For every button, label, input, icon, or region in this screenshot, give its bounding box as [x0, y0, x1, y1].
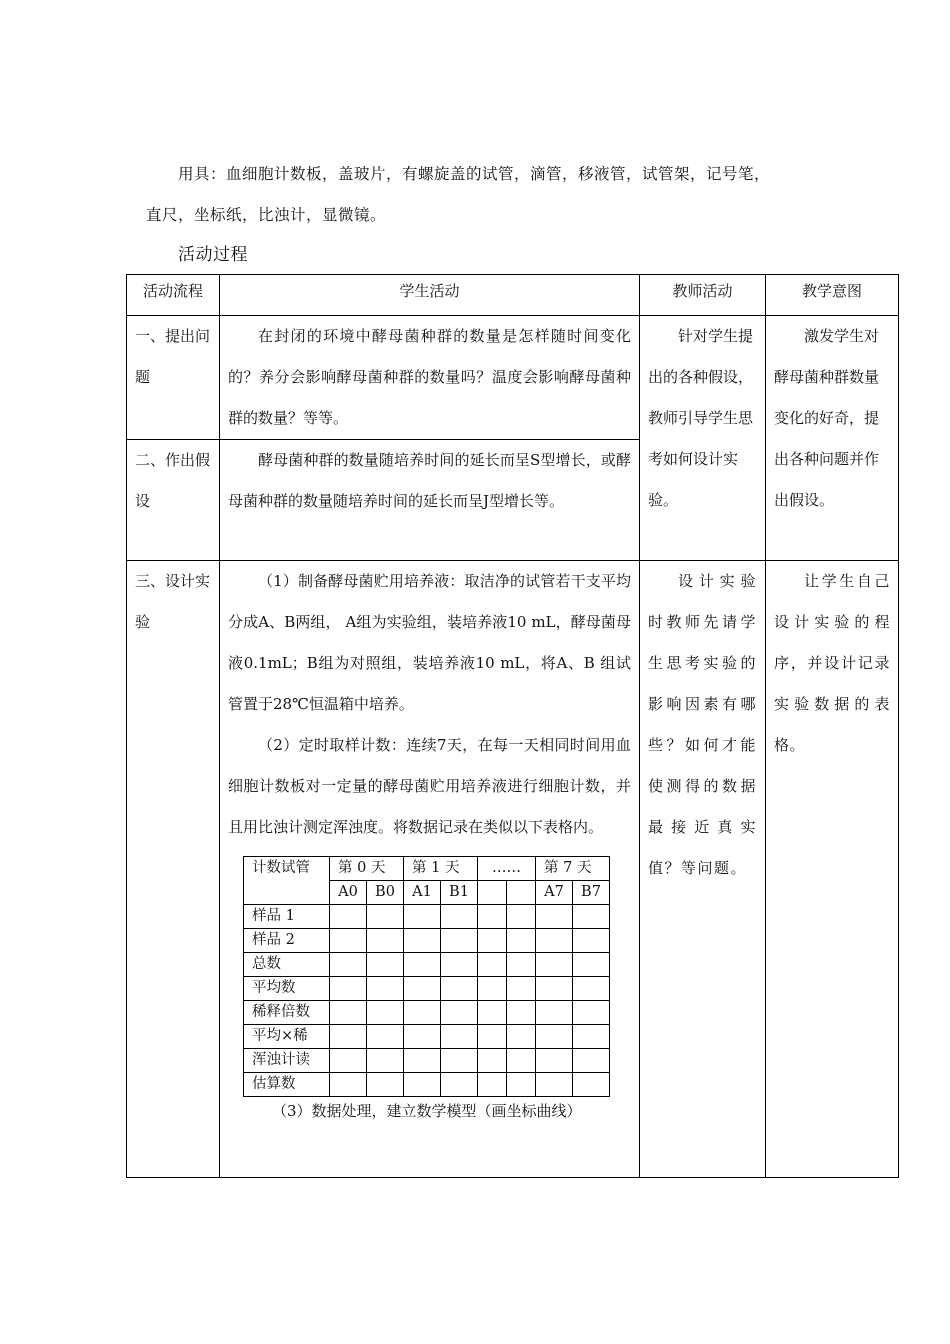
activity-table [126, 274, 899, 1178]
record-sub-b7: B7 [573, 881, 610, 905]
record-row [244, 905, 610, 929]
header-stage: 活动流程 [127, 275, 220, 316]
teacher-guide-hypothesis: 针对学生提出的各种假设，教师引导学生思考如何设计实验。 [640, 316, 766, 561]
student-hypothesis: 酵母菌种群的数量随培养时间的延长而呈S型增长，或酵母菌种群的数量随培养时间的延长而呈J型增长等。 [220, 440, 640, 561]
record-row-label: 总数 [244, 953, 330, 977]
record-sub-b0: B0 [367, 881, 404, 905]
record-day-1: 第 1 天 [404, 857, 478, 881]
record-day-ellipsis: …… [478, 857, 536, 881]
header-student: 学生活动 [220, 275, 640, 316]
record-row [244, 1025, 610, 1049]
tools-line-2: 直尺，坐标纸，比浊计，显微镜。 [146, 206, 387, 224]
intent-design-program: 让学生自己设计实验的程序，并设计记录实验数据的表格。 [766, 561, 899, 1178]
record-sub-blank [507, 881, 536, 905]
header-intent: 教学意图 [766, 275, 899, 316]
record-row [244, 929, 610, 953]
record-row-label: 平均数 [244, 977, 330, 1001]
activity-table-header [127, 275, 899, 316]
step-sample-count: （2）定时取样计数：连续7天，在每一天相同时间用血细胞计数板对一定量的酵母菌贮用培养液进行细胞计数，并且用比浊计测定浑浊度。将数据记录在类似以下表格内。 [228, 736, 631, 836]
record-day-0: 第 0 天 [330, 857, 404, 881]
student-pose-question: 在封闭的环境中酵母菌种群的数量是怎样随时间变化的？养分会影响酵母菌种群的数量吗？温度会影响酵母菌种群的数量？等等。 [220, 316, 640, 440]
tools-line-1: 用具：血细胞计数板，盖玻片，有螺旋盖的试管，滴管，移液管，试管架，记号笔， [178, 165, 771, 183]
record-row-label: 平均×稀 [244, 1025, 330, 1049]
record-row [244, 1073, 610, 1097]
record-row-label: 浑浊计读 [244, 1049, 330, 1073]
record-corner: 计数试管 [244, 857, 330, 905]
record-row-label: 估算数 [244, 1073, 330, 1097]
record-row [244, 977, 610, 1001]
record-sub-b1: B1 [441, 881, 478, 905]
record-row-label: 稀释倍数 [244, 1001, 330, 1025]
intent-curiosity: 激发学生对酵母菌种群数量变化的好奇，提出各种问题并作出假设。 [766, 316, 899, 561]
record-sub-a1: A1 [404, 881, 441, 905]
record-row [244, 1049, 610, 1073]
stage-pose-question: 一、提出问题 [127, 316, 220, 440]
step-prepare-culture: （1）制备酵母菌贮用培养液：取洁净的试管若干支平均分成A、B两组， A组为实验组，装培养液10 mL，酵母菌母液0.1mL；B组为对照组，装培养液10 mL，将A、B 组试管置于28℃恒温箱中培养。 [228, 572, 631, 713]
record-table [243, 856, 610, 1097]
stage-design-experiment: 三、设计实验 [127, 561, 220, 1178]
record-row-label: 样品 2 [244, 929, 330, 953]
row-pose-question [127, 316, 899, 440]
step-data-processing: （3）数据处理，建立数学模型（画坐标曲线） [272, 1102, 582, 1120]
row-design-experiment [127, 561, 899, 1178]
record-sub-a0: A0 [330, 881, 367, 905]
record-sub-blank [478, 881, 507, 905]
record-day-7: 第 7 天 [536, 857, 610, 881]
record-row-label: 样品 1 [244, 905, 330, 929]
teacher-design-guidance: 设计实验时教师先请学生思考实验的影响因素有哪些？如何才能使测得的数据最接近真实值？等问题。 [640, 561, 766, 1178]
record-row [244, 953, 610, 977]
record-sub-a7: A7 [536, 881, 573, 905]
record-row [244, 1001, 610, 1025]
stage-hypothesis: 二、作出假设 [127, 440, 220, 561]
section-heading: 活动过程 [178, 245, 248, 265]
header-teacher: 教师活动 [640, 275, 766, 316]
